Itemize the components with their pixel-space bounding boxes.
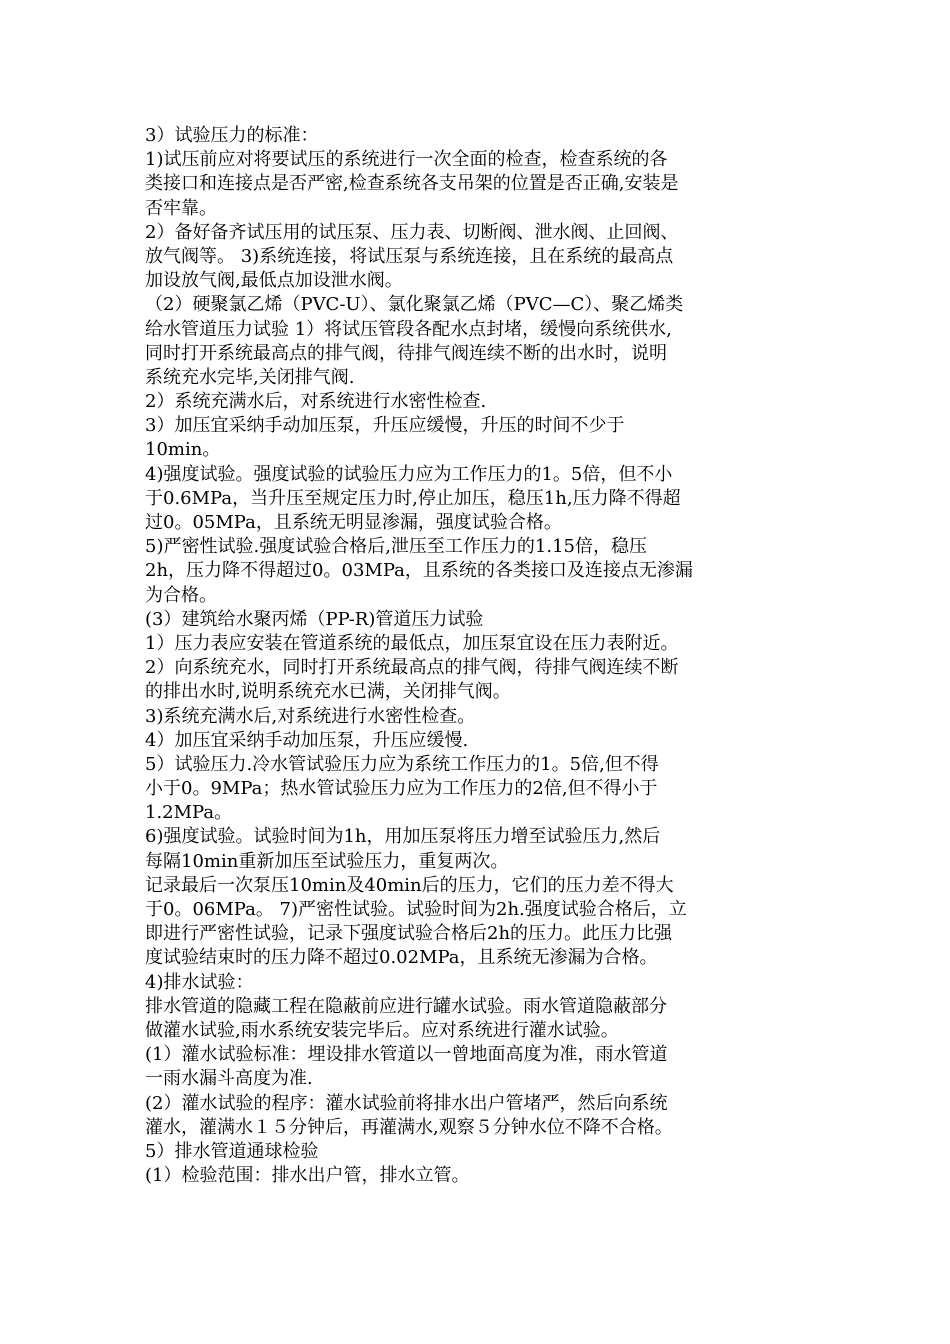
text-line: 2）系统充满水后，对系统进行水密性检查.: [145, 391, 487, 413]
text-line: 给水管道压力试验 1）将试压管段各配水点封堵，缓慢向系统供水,: [145, 318, 672, 340]
text-line: 3)系统充满水后,对系统进行水密性检查。: [145, 705, 476, 727]
text-line: 10min。: [145, 439, 221, 461]
text-line: 2）向系统充水，同时打开系统最高点的排气阀，待排气阀连续不断: [145, 657, 679, 679]
text-line: 灌水，灌满水１５分钟后，再灌满水,观察５分钟水位不降不合格。: [145, 1116, 673, 1138]
text-line: 放气阀等。 3)系统连接，将试压泵与系统连接，且在系统的最高点: [145, 245, 674, 267]
text-line: 3）试验压力的标准：: [145, 125, 319, 146]
text-line: 1）压力表应安装在管道系统的最低点，加压泵宜设在压力表附近。: [145, 632, 679, 654]
text-line: 5)严密性试验.强度试验合格后,泄压至工作压力的1.15倍，稳压: [145, 536, 647, 558]
text-line: 否牢靠。: [145, 197, 217, 219]
text-line: 于0。06MPa。 7)严密性试验。试验时间为2h.强度试验合格后，立: [145, 899, 687, 920]
text-line: 每隔10min重新加压至试验压力，重复两次。: [145, 850, 509, 872]
text-line: (2）灌水试验的程序：灌水试验前将排水出户管堵严，然后向系统: [145, 1092, 668, 1114]
text-line: 过0。05MPa，且系统无明显渗漏，强度试验合格。: [145, 512, 562, 533]
text-line: 4)强度试验。强度试验的试验压力应为工作压力的1。5倍，但不小: [145, 463, 673, 485]
text-line: 2h，压力降不得超过0。03MPa，且系统的各类接口及连接点无渗漏: [145, 560, 693, 582]
text-line: 度试验结束时的压力降不超过0.02MPa，且系统无渗漏为合格。: [145, 947, 658, 969]
text-line: 排水管道的隐藏工程在隐蔽前应进行罐水试验。雨水管道隐蔽部分: [145, 995, 667, 1017]
text-line: 6)强度试验。试验时间为1h，用加压泵将压力增至试验压力,然后: [145, 826, 661, 848]
text-line: 记录最后一次泵压10min及40min后的压力，它们的压力差不得大: [145, 874, 674, 896]
text-line: (1）检验范围：排水出户管，排水立管。: [145, 1165, 470, 1187]
text-line: 于0.6MPa，当升压至规定压力时,停止加压，稳压1h,压力降不得超: [145, 487, 681, 509]
text-line: 同时打开系统最高点的排气阀，待排气阀连续不断的出水时，说明: [145, 342, 667, 364]
text-line: 5）排水管道通球检验: [145, 1140, 319, 1162]
text-line: （2）硬聚氯乙烯（PVC-U）、氯化聚氯乙烯（PVC—C）、聚乙烯类: [145, 294, 684, 316]
text-line: 类接口和连接点是否严密,检查系统各支吊架的位置是否正确,安装是: [145, 173, 679, 195]
document-body: [145, 124, 815, 1188]
text-line: 1.2MPa。: [145, 802, 233, 824]
text-line: 一雨水漏斗高度为准.: [145, 1068, 313, 1090]
text-line: 4）加压宜采纳手动加压泵，升压应缓慢.: [145, 729, 469, 751]
text-line: 即进行严密性试验，记录下强度试验合格后2h的压力。此压力比强: [145, 923, 673, 945]
text-line: 2）备好备齐试压用的试压泵、压力表、切断阀、泄水阀、止回阀、: [145, 221, 679, 243]
text-line: 小于0。9MPa；热水管试验压力应为工作压力的2倍,但不得小于: [145, 778, 658, 800]
text-line: (1）灌水试验标准：埋设排水管道以一曾地面高度为准，雨水管道: [145, 1044, 668, 1066]
text-line: 为合格。: [145, 584, 217, 606]
text-line: 系统充水完毕,关闭排气阀.: [145, 366, 355, 388]
text-line: 加设放气阀,最低点加设泄水阀。: [145, 270, 403, 292]
text-line: 做灌水试验,雨水系统安装完毕后。应对系统进行灌水试验。: [145, 1019, 619, 1041]
text-line: 4)排水试验：: [145, 971, 254, 993]
text-line: 5）试验压力.冷水管试验压力应为系统工作压力的1。5倍,但不得: [145, 753, 659, 775]
text-line: 3）加压宜采纳手动加压泵，升压应缓慢，升压的时间不少于: [145, 415, 625, 437]
text-line: 1)试压前应对将要试压的系统进行一次全面的检查，检查系统的各: [145, 149, 668, 171]
text-line: 的排出水时,说明系统充水已满，关闭排气阀。: [145, 681, 511, 703]
text-line: (3）建筑给水聚丙烯（PP-R)管道压力试验: [145, 608, 484, 630]
